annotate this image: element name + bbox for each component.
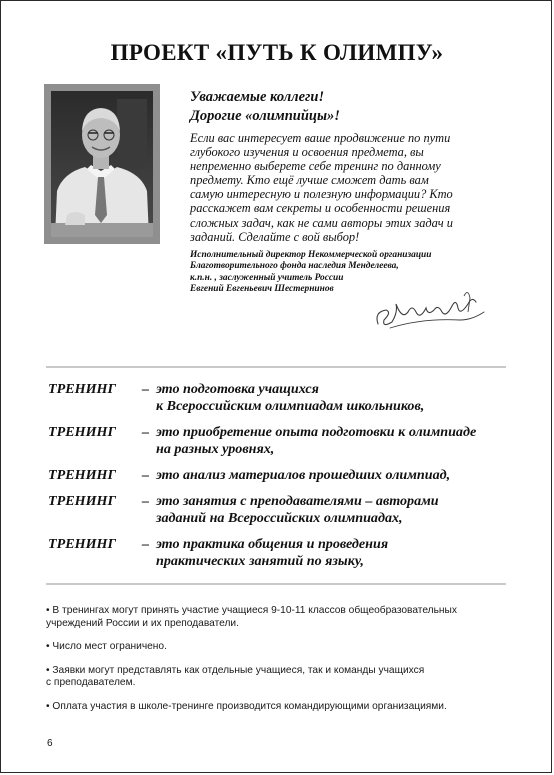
training-dash: –	[142, 381, 150, 397]
note-line: • В тренингах могут принять участие учащиеся 9-10-11 классов общеобразовательных	[46, 605, 457, 616]
training-term: ТРЕНИНГ	[48, 424, 117, 440]
training-item	[48, 493, 518, 527]
definition-line: практических занятий по языку,	[156, 553, 364, 569]
divider	[46, 366, 506, 368]
definition-line: заданий на Всероссийских олимпиадах,	[156, 510, 403, 526]
intro-line: глубокого изучения и освоения предмета, вы	[190, 145, 424, 160]
intro-line: заданий. Сделайте с вой выбор!	[190, 229, 360, 244]
note-item	[46, 605, 516, 630]
signatory-line: к.п.н. , заслуженный учитель России	[190, 272, 344, 283]
intro-line: самую интересную и полезную информации? Кто	[190, 187, 453, 202]
divider	[46, 583, 506, 585]
definition-line: это анализ материалов прошедших олимпиад,	[156, 467, 451, 483]
note-line: • Число мест ограничено.	[46, 641, 167, 653]
note-item	[46, 701, 516, 714]
training-dash: –	[142, 467, 150, 483]
signatory-line: Исполнительный директор Некоммерческой организации	[190, 250, 432, 260]
definition-line: это приобретение опыта подготовки к олимпиаде	[156, 424, 477, 440]
handwritten-signature	[372, 282, 492, 334]
note-item	[46, 665, 516, 690]
training-item	[48, 467, 518, 484]
training-term: ТРЕНИНГ	[48, 381, 117, 397]
training-item	[48, 424, 518, 458]
note-line: с преподавателем.	[46, 677, 136, 689]
page-number: 6	[47, 738, 53, 749]
note-line: учреждений России и их преподаватели.	[46, 617, 239, 629]
definition-line: это практика общения и проведения	[156, 536, 389, 552]
greeting-line: Дорогие «олимпийцы»!	[190, 108, 340, 124]
note-item	[46, 641, 516, 654]
training-term: ТРЕНИНГ	[48, 467, 117, 483]
definition-line: это занятия с преподавателями – авторами	[156, 493, 439, 509]
intro-line: сложных задач, как не сами авторы этих задач и	[190, 215, 453, 230]
page-title: ПРОЕКТ «ПУТЬ К ОЛИМПУ»	[110, 40, 444, 65]
training-list	[48, 381, 518, 579]
intro-line: непременно выберете себе тренинг по данному	[190, 159, 441, 174]
training-definition	[156, 424, 518, 458]
greeting-line: Уважаемые коллеги!	[190, 89, 325, 105]
definition-line: это подготовка учащихся	[156, 381, 319, 397]
training-definition	[156, 536, 518, 570]
training-item	[48, 536, 518, 570]
greeting	[190, 88, 490, 126]
training-definition	[156, 467, 518, 484]
signatory-name: Евгений Евгеньевич Шестернинов	[190, 284, 334, 295]
training-item	[48, 381, 518, 415]
training-term: ТРЕНИНГ	[48, 536, 117, 552]
training-definition	[156, 381, 518, 415]
intro-paragraph	[190, 131, 490, 244]
intro-line: расскажет вам секреты и особенности решения	[190, 201, 451, 216]
note-line: • Заявки могут представлять как отдельные учащиеся, так и команды учащихся	[46, 664, 425, 676]
training-definition	[156, 493, 518, 527]
intro-line: предмету. Кто ещё лучше сможет дать вам	[190, 173, 429, 188]
director-photo	[44, 84, 160, 244]
definition-line: к Всероссийским олимпиадам школьников,	[156, 398, 425, 414]
training-term: ТРЕНИНГ	[48, 493, 117, 509]
intro-line: Если вас интересует ваше продвижение по пути	[190, 131, 451, 145]
training-dash: –	[142, 424, 150, 440]
training-dash: –	[142, 536, 150, 552]
training-dash: –	[142, 493, 150, 509]
notes-list	[46, 605, 516, 725]
signatory-line: Благотворительного фонда наследия Менделеева,	[190, 261, 399, 272]
note-line: • Оплата участия в школе-тренинге производится командирующими организациями.	[46, 700, 447, 712]
portrait-image	[51, 91, 153, 237]
definition-line: на разных уровнях,	[156, 441, 275, 457]
